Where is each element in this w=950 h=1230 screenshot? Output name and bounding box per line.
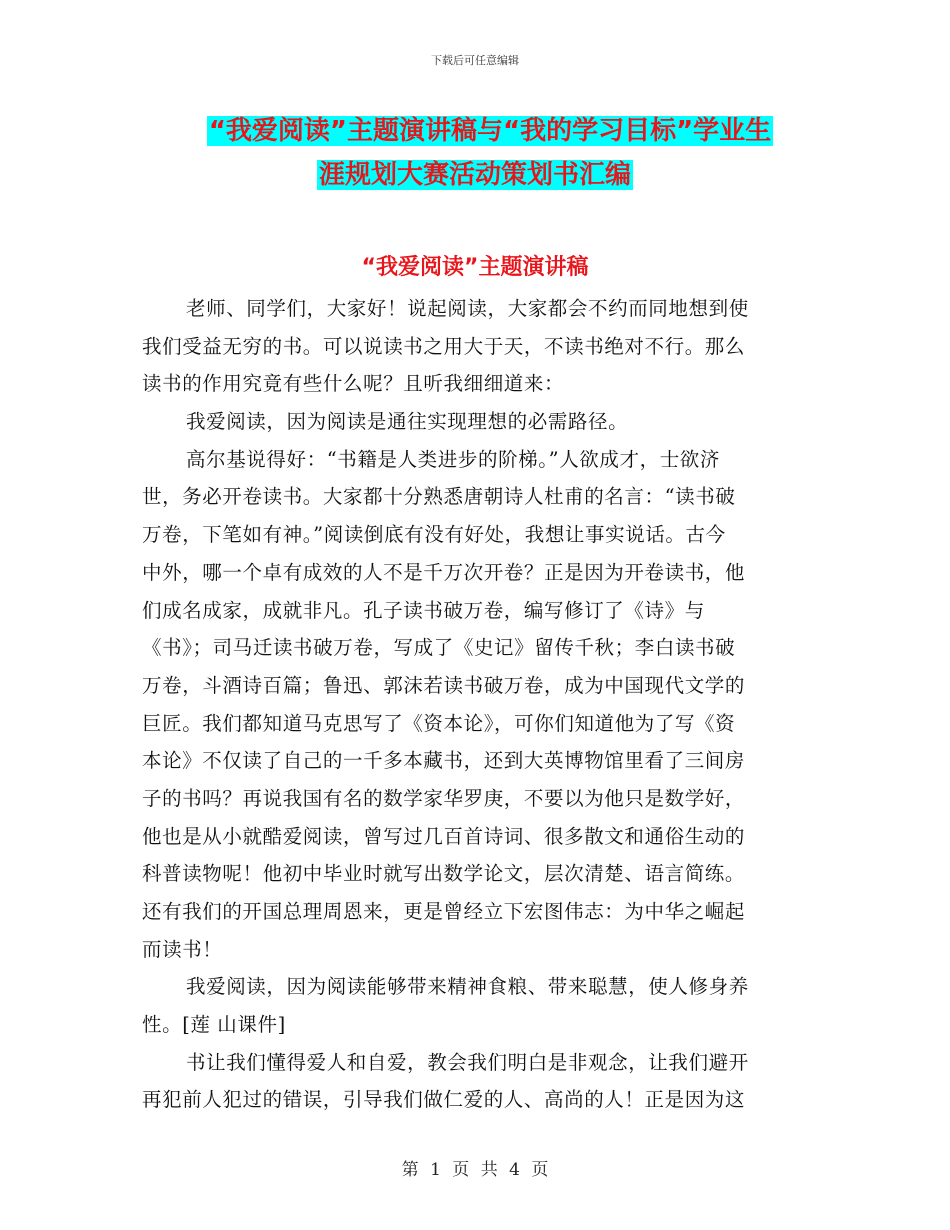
body-line: 们成名成家，成就非凡。孔子读书破万卷，编写修订了《诗》与 bbox=[142, 598, 705, 622]
header-note: 下载后可任意编辑 bbox=[431, 54, 519, 67]
body-line: 巨匠。我们都知道马克思写了《资本论》，可你们知道他为了写《资 bbox=[142, 711, 736, 735]
body-line: 老师、同学们，大家好！说起阅读，大家都会不约而同地想到使 bbox=[186, 297, 749, 320]
body-line: 高尔基说得好：“书籍是人类进步的阶梯。”人欲成才，士欲济 bbox=[186, 447, 720, 471]
body-line: 再犯前人犯过的错误，引导我们做仁爱的人、高尚的人！正是因为这 bbox=[142, 1088, 746, 1112]
body-line: 科普读物呢！他初中毕业时就写出数学论文，层次清楚、语言简练。 bbox=[142, 862, 746, 886]
body-line: 我们受益无穷的书。可以说读书之用大于天，不读书绝对不行。那么 bbox=[142, 334, 746, 358]
page-footer: 第 1 页 共 4 页 bbox=[401, 1160, 549, 1180]
title-highlight: “我爱阅读”主题演讲稿与“我的学习目标”学业生 bbox=[208, 116, 772, 146]
body-line: 性。[莲 山课件] bbox=[142, 1013, 286, 1037]
body-line: 书让我们懂得爱人和自爱，教会我们明白是非观念，让我们避开 bbox=[186, 1050, 749, 1074]
title-highlight: 涯规划大赛活动策划书汇编 bbox=[318, 160, 631, 190]
document-title-line-2 bbox=[0, 158, 950, 192]
body-line: 读书的作用究竟有些什么呢？且听我细细道来： bbox=[142, 372, 565, 396]
body-line: 而读书！ bbox=[142, 937, 223, 961]
body-line: 还有我们的开国总理周恩来，更是曾经立下宏图伟志：为中华之崛起 bbox=[142, 900, 746, 923]
section-title: “我爱阅读”主题演讲稿 bbox=[361, 255, 589, 280]
document-title-line-1 bbox=[0, 114, 950, 148]
body-line: 万卷，下笔如有神。”阅读倒底有没有好处，我想让事实说话。古今 bbox=[142, 523, 726, 547]
body-line: 本论》不仅读了自己的一千多本藏书，还到大英博物馆里看了三间房 bbox=[142, 749, 746, 773]
body-line: 子的书吗？再说我国有名的数学家华罗庚，不要以为他只是数学好， bbox=[142, 786, 746, 810]
body-line: 《书》；司马迁读书破万卷，写成了《史记》留传千秋；李白读书破 bbox=[142, 636, 736, 660]
body-line: 中外，哪一个卓有成效的人不是千万次开卷？正是因为开卷读书，他 bbox=[142, 560, 746, 584]
body-line: 世，务必开卷读书。大家都十分熟悉唐朝诗人杜甫的名言：“读书破 bbox=[142, 485, 736, 509]
body-line: 万卷，斗酒诗百篇；鲁迅、郭沫若读书破万卷，成为中国现代文学的 bbox=[142, 673, 746, 697]
body-line: 他也是从小就酷爱阅读，曾写过几百首诗词、很多散文和通俗生动的 bbox=[142, 824, 746, 848]
speech-body bbox=[142, 290, 802, 1119]
body-line: 我爱阅读，因为阅读能够带来精神食粮、带来聪慧，使人修身养 bbox=[186, 975, 749, 999]
body-line: 我爱阅读，因为阅读是通往实现理想的必需路径。 bbox=[186, 410, 629, 434]
